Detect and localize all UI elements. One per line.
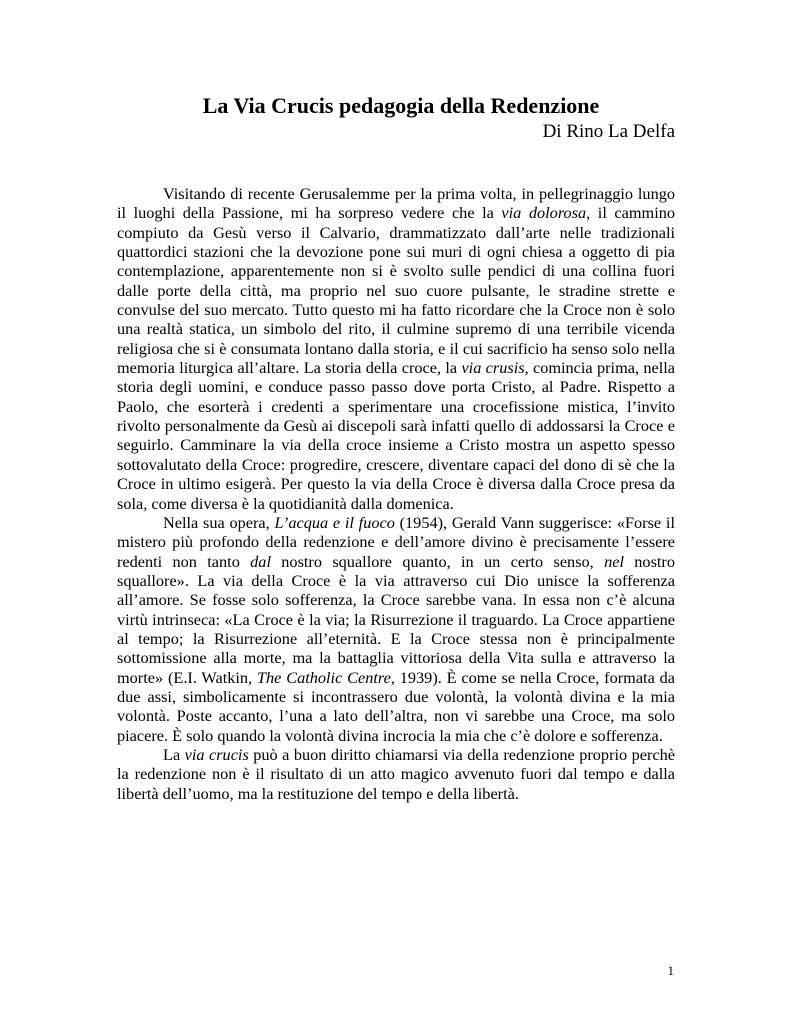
italic-text: nel: [604, 551, 624, 571]
italic-text: via dolorosa: [501, 203, 587, 223]
paragraph-text: Visitando di recente Gerusalemme per la prima volta, in pellegrinaggio lungo il luoghi della Passione, mi ha sorpreso vedere che la: [117, 184, 675, 223]
paragraph-2: [117, 513, 675, 745]
paragraph-text: (1954), Gerald Vann suggerisce: «Forse il mistero più profondo della redenzione e dell’amore divino è precisamente l’essere redenti non tanto: [117, 512, 675, 571]
paragraph-text: , il cammino compiuto da Gesù verso il Calvario, drammatizzato dall’arte nelle tradizionali quattordici stazioni che la devozione pone sui muri di ogni chiesa a oggetto di pia contemplazione, apparentemente non si è svolto sulle pendici di una collina fuori dalle porte della città, ma proprio nel suo cuore pulsante, le stradine strette e convulse del suo mercato. Tutto questo mi ha fatto ricordare che la Croce non è solo una realtà statica, un simbolo del rito, il culmine supremo di una terribile vicenda religiosa che si è consumata lontano dalla storia, e il cui sacrificio ha senso solo nella memoria liturgica all’altare. La storia della croce, la: [117, 203, 675, 378]
page-number: 1: [667, 963, 674, 978]
document-author: Di Rino La Delfa: [542, 121, 675, 142]
paragraph-text: , 1939). È come se nella Croce, formata da due assi, simbolicamente si incontrassero due volontà, la volontà divina e la mia volontà. Poste accanto, l’una a lato dell’altra, non vi sarebbe una Croce, ma solo piacere. È solo quando la volontà divina incrocia la mia che c’è dolore e sofferenza.: [117, 667, 675, 745]
document-title: La Via Crucis pedagogia della Redenzione: [202, 93, 600, 118]
italic-text: The Catholic Centre: [256, 667, 391, 687]
document-page: [117, 92, 675, 803]
paragraph-text: La: [163, 744, 185, 764]
document-body: [117, 184, 675, 803]
paragraph-1: [117, 184, 675, 513]
paragraph-text: Nella sua opera,: [163, 512, 275, 532]
paragraph-3: [117, 745, 675, 803]
paragraph-text: nostro squallore». La via della Croce è la via attraverso cui Dio unisce la sofferenza all’amore. Se fosse solo sofferenza, la Croce sarebbe vana. In essa non c’è alcuna virtù intrinseca: «La Croce è la via; la Risurrezione il traguardo. La Croce appartiene al tempo; la Risurrezione all’eternità. E la Croce stessa non è principalmente sottomissione alla morte, ma la battaglia vittoriosa della Vita sulla e attraverso la morte» (E.I. Watkin,: [117, 551, 675, 687]
paragraph-text: , comincia prima, nella storia degli uomini, e conduce passo passo dove porta Cristo, al Padre. Rispetto a Paolo, che esorterà i credenti a sperimentare una crocefissione mistica, l’invito rivolto personalmente da Gesù ai discepoli sarà infatti quello di addossarsi la Croce e seguirlo. Camminare la via della croce insieme a Cristo mostra un aspetto spesso sottovalutato della Croce: progredire, crescere, diventare capaci del dono di sè che la Croce in ultimo esigerà. Per questo la via della Croce è diversa dalla Croce presa da sola, come diversa è la quotidianità dalla domenica.: [117, 358, 676, 513]
paragraph-text: nostro squallore quanto, in un certo senso,: [270, 551, 605, 571]
italic-text: dal: [250, 551, 271, 571]
italic-text: via crucis: [184, 744, 249, 764]
italic-text: via crusis: [461, 358, 525, 378]
paragraph-text: può a buon diritto chiamarsi via della redenzione proprio perchè la redenzione non è il risultato di un atto magico avvenuto fuori dal tempo e dalla libertà dell’uomo, ma la restituzione del tempo e della libertà.: [117, 744, 675, 803]
italic-text: L’acqua e il fuoco: [274, 512, 395, 532]
